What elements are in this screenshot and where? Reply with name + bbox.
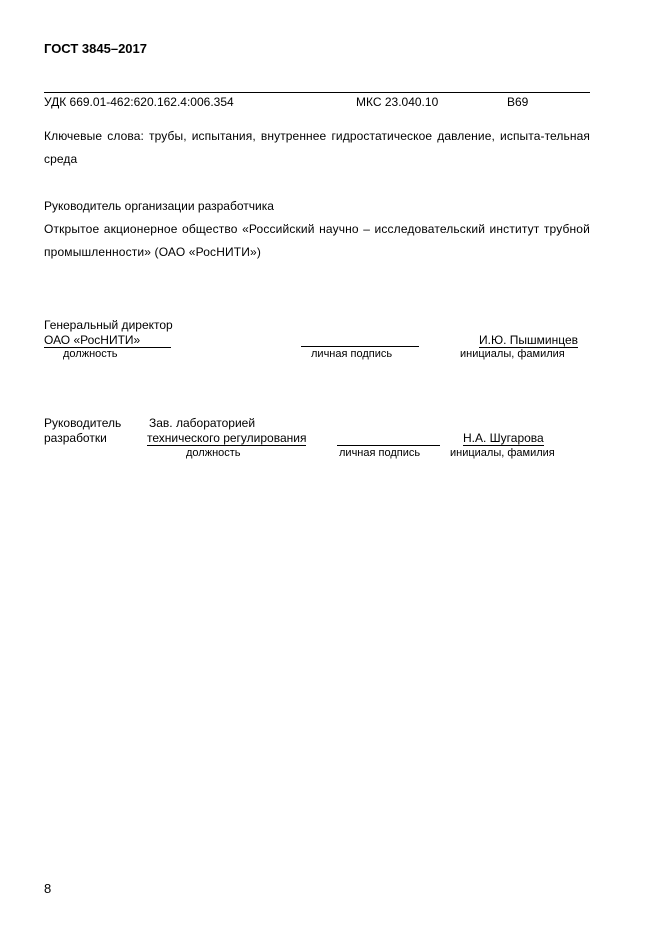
signature2-position-caption: должность [186, 447, 241, 459]
document-standard-title: ГОСТ 3845–2017 [44, 41, 147, 56]
signature2-position-line1: Зав. лабораторией [149, 416, 256, 430]
signature1-name [479, 333, 578, 347]
signature2-name-text: Н.А. Шугарова [463, 431, 544, 445]
udk-code: УДК 669.01-462:620.162.4:006.354 [44, 95, 234, 109]
signature1-position-line2 [44, 333, 171, 348]
signature1-position-org: ОАО «РосНИТИ» [44, 333, 171, 348]
signature2-name [463, 431, 544, 445]
classification-rule [44, 92, 590, 93]
signature2-name-caption: инициалы, фамилия [450, 447, 555, 459]
signature1-position-line1: Генеральный директор [44, 318, 173, 332]
signature1-signature-line [301, 346, 419, 347]
signature2-signature-line [337, 445, 440, 446]
mks-code: МКС 23.040.10 [356, 95, 439, 109]
signature2-role-line2: разработки [44, 431, 107, 445]
signature1-name-caption: инициалы, фамилия [460, 348, 565, 360]
developer-organization: Открытое акционерное общество «Российский научно – исследовательский институт трубной промышленности» (ОАО «РосНИТИ») [44, 222, 590, 259]
signature2-role-line1: Руководитель [44, 416, 122, 430]
page-number: 8 [44, 881, 52, 896]
signature1-position-caption: должность [63, 348, 118, 360]
classification-code: В69 [507, 95, 529, 109]
keywords-paragraph: Ключевые слова: трубы, испытания, внутреннее гидростатическое давление, испыта-тельная среда [44, 129, 590, 166]
signature2-signature-caption: личная подпись [339, 447, 421, 459]
signature1-signature-caption: личная подпись [311, 348, 393, 360]
signature2-position-line2 [147, 431, 306, 445]
signature1-name-text: И.Ю. Пышминцев [479, 333, 578, 347]
signature2-position-text: технического регулирования [147, 431, 307, 445]
developer-label: Руководитель организации разработчика [44, 199, 274, 213]
